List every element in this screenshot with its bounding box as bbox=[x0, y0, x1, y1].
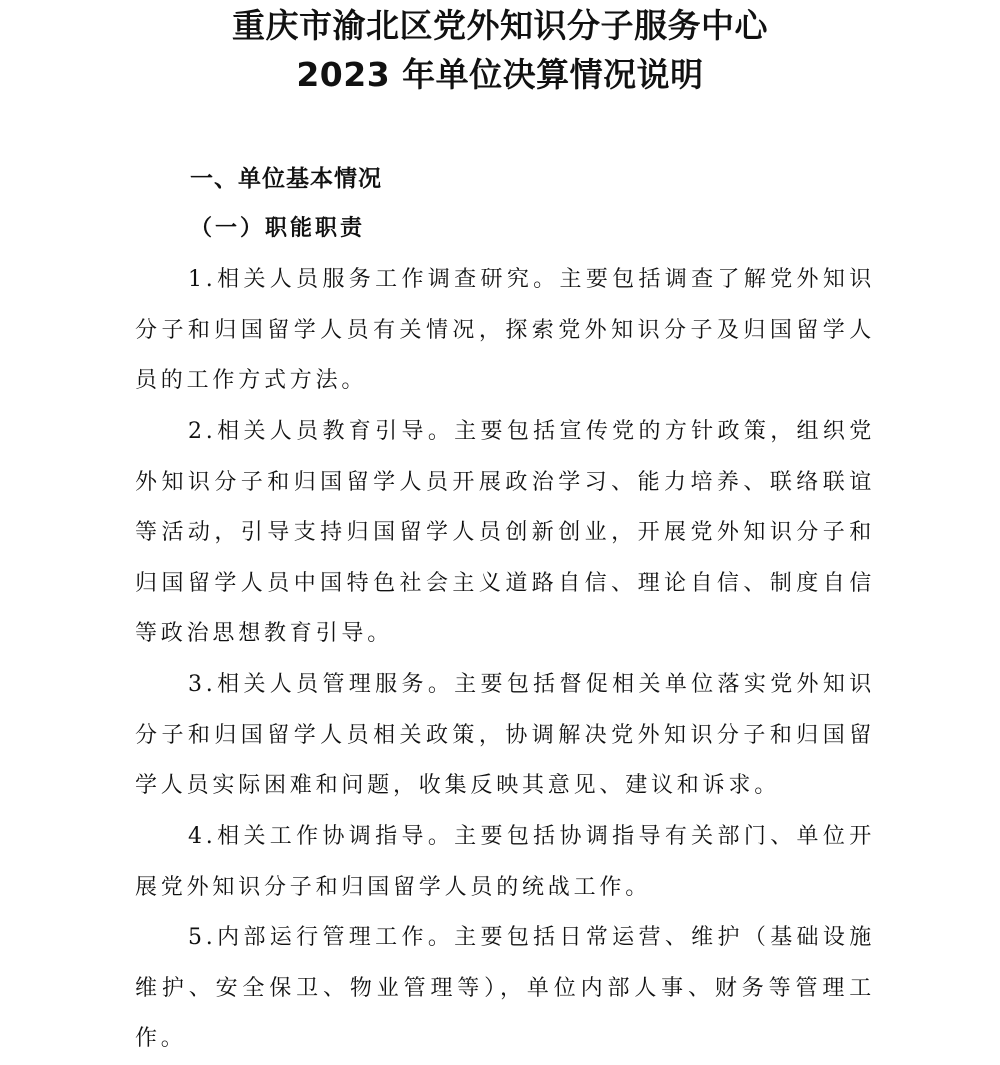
paragraph-item-5: 5.内部运行管理工作。主要包括日常运营、维护（基础设施维护、安全保卫、物业管理等），单位内部人事、财务等管理工作。 bbox=[135, 925, 875, 1052]
paragraph-item-2: 2.相关人员教育引导。主要包括宣传党的方针政策，组织党外知识分子和归国留学人员开展政治学习、能力培养、联络联谊等活动，引导支持归国留学人员创新创业，开展党外知识分子和归国留学人员中国特色社会主义道路自信、理论自信、制度自信等政治思想教育引导。 bbox=[135, 419, 875, 647]
subsection-heading-functions: （一）职能职责 bbox=[190, 215, 366, 241]
document-title-line-2: 2023 年单位决算情况说明 bbox=[296, 55, 704, 94]
paragraph-item-3: 3.相关人员管理服务。主要包括督促相关单位落实党外知识分子和归国留学人员相关政策，协调解决党外知识分子和归国留学人员实际困难和问题，收集反映其意见、建议和诉求。 bbox=[135, 672, 875, 799]
document-title-line-1: 重庆市渝北区党外知识分子服务中心 bbox=[232, 6, 768, 45]
paragraph-item-1: 1.相关人员服务工作调查研究。主要包括调查了解党外知识分子和归国留学人员有关情况，探索党外知识分子及归国留学人员的工作方式方法。 bbox=[135, 267, 875, 394]
section-heading-basic-info: 一、单位基本情况 bbox=[190, 166, 382, 192]
paragraph-item-4: 4.相关工作协调指导。主要包括协调指导有关部门、单位开展党外知识分子和归国留学人员的统战工作。 bbox=[135, 824, 875, 900]
